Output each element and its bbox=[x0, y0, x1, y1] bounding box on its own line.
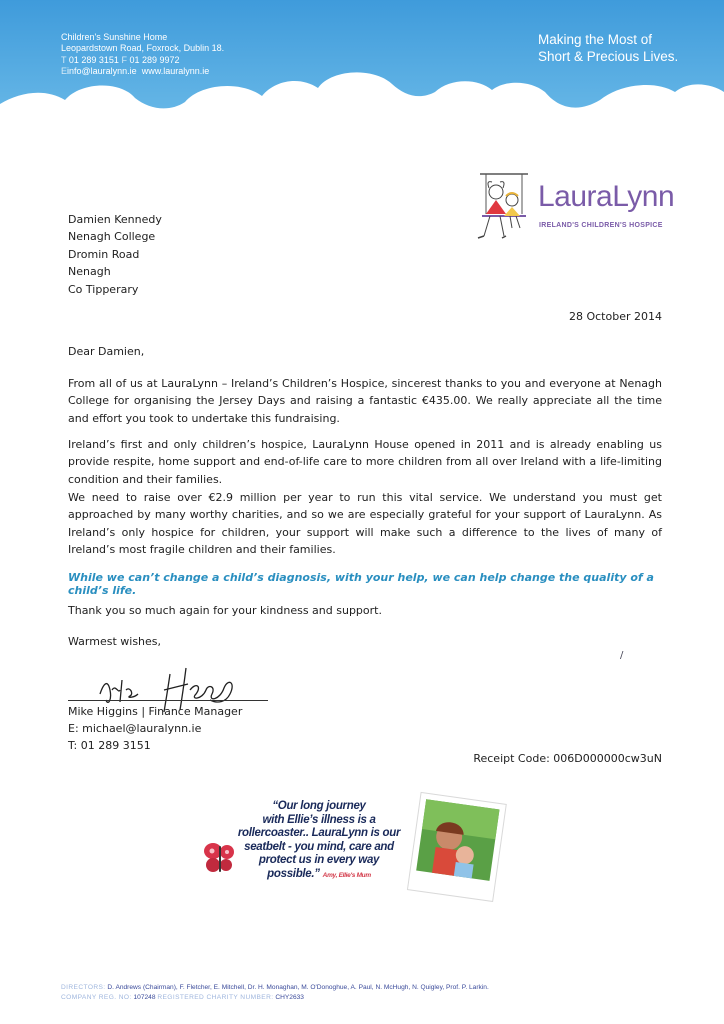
body-paragraph: From all of us at LauraLynn – Ireland’s Children’s Hospice, sincerest thanks to you and everyone at Nenagh College for organising the Jersey Days and raising a fantastic €435.00. We really appreciate all the time and effort you took to undertake this fundraising. bbox=[68, 377, 662, 425]
recipient-line: Dromin Road bbox=[68, 247, 140, 261]
tagline bbox=[538, 31, 688, 65]
signatory-name-title: Mike Higgins | Finance Manager bbox=[68, 705, 243, 718]
fax-label: F bbox=[121, 54, 127, 65]
lauralynn-logo bbox=[472, 170, 675, 248]
recipient-address bbox=[68, 211, 162, 298]
email-label: E bbox=[61, 66, 68, 77]
letter-date: 28 October 2014 bbox=[568, 310, 662, 323]
tagline-line-1: Making the Most of bbox=[538, 32, 653, 47]
tagline-line-2: Short & Precious Lives. bbox=[538, 49, 679, 64]
org-email-web bbox=[61, 66, 224, 77]
phone-label: T bbox=[61, 54, 67, 65]
header-banner bbox=[0, 0, 724, 140]
closing-line: Warmest wishes, bbox=[68, 635, 162, 648]
org-name: Children's Sunshine Home bbox=[61, 32, 168, 42]
receipt-code: Receipt Code: 006D000000cw3uN bbox=[473, 752, 662, 765]
org-phone: 01 289 3151 bbox=[68, 54, 119, 65]
recipient-line: Co Tipperary bbox=[68, 282, 139, 296]
footer-directors bbox=[61, 983, 489, 993]
signatory-email: E: michael@lauralynn.ie bbox=[68, 722, 202, 735]
directors-label: DIRECTORS: bbox=[61, 984, 106, 991]
recipient-line: Nenagh College bbox=[68, 230, 156, 244]
testimonial-quote bbox=[232, 800, 406, 883]
signatory-phone: T: 01 289 3151 bbox=[68, 739, 151, 752]
body-paragraph: We need to raise over €2.9 million per year to run this vital service. We understand you must get approached by many worthy charities, and so we are especially grateful for your support of LauraLynn. As Ireland’s only hospice for children, your support will make such a difference to the lives of many of Ireland’s most fragile children and their families. bbox=[68, 491, 662, 556]
body-paragraph: Ireland’s first and only children’s hospice, LauraLynn House opened in 2011 and is already enabling us provide respite, home support and end-of-life care to more children from all over Ireland with a life-limiting condition and their families. bbox=[68, 438, 662, 486]
stray-mark: / bbox=[620, 650, 624, 661]
salutation: Dear Damien, bbox=[68, 345, 145, 358]
testimonial-line: seatbelt - you mind, care and bbox=[244, 840, 394, 853]
mother-child-photo bbox=[402, 790, 512, 902]
recipient-line: Nenagh bbox=[68, 265, 111, 279]
company-reg-label: COMPANY REG. NO: bbox=[61, 994, 132, 1001]
org-email[interactable]: info@lauralynn.ie bbox=[67, 66, 137, 77]
highlight-quote: While we can’t change a child’s diagnosis, with your help, we can help change the quality of a child’s life. bbox=[68, 571, 654, 597]
org-fax: 01 289 9972 bbox=[129, 54, 180, 65]
signature-rule bbox=[68, 700, 268, 701]
testimonial-line bbox=[232, 868, 406, 883]
charity-number-label: REGISTERED CHARITY NUMBER: bbox=[157, 994, 274, 1001]
company-reg-number: 107248 bbox=[133, 994, 156, 1001]
org-phone-fax bbox=[61, 55, 224, 66]
recipient-line: Damien Kennedy bbox=[68, 213, 162, 226]
thanks-line: Thank you so much again for your kindness and support. bbox=[68, 604, 382, 617]
testimonial-line: protect us in every way bbox=[258, 854, 380, 867]
header-address-block bbox=[61, 32, 224, 78]
testimonial-line: “Our long journey bbox=[272, 800, 366, 812]
directors-list: D. Andrews (Chairman), F. Fletcher, E. Mitchell, Dr. H. Monaghan, M. O'Donoghue, A. Paul, N. McHugh, N. Quigley, Prof. P. Larkin. bbox=[107, 984, 489, 991]
charity-number: CHY2633 bbox=[275, 994, 304, 1001]
org-address: Leopardstown Road, Foxrock, Dublin 18. bbox=[61, 43, 225, 54]
logo-wordmark: LauraLynn bbox=[538, 180, 675, 213]
testimonial-line-end: possible.” bbox=[267, 867, 320, 880]
testimonial-line: with Ellie’s illness is a bbox=[262, 813, 376, 826]
footer-registration bbox=[61, 993, 489, 1003]
swing-children-icon bbox=[472, 170, 534, 248]
testimonial-attribution: Amy, Ellie's Mum bbox=[322, 871, 371, 879]
org-website[interactable]: www.lauralynn.ie bbox=[141, 66, 210, 77]
logo-subtitle: IRELAND'S CHILDREN'S HOSPICE bbox=[539, 222, 663, 229]
footer bbox=[61, 983, 489, 1003]
testimonial-line: rollercoaster.. LauraLynn is our bbox=[237, 827, 401, 840]
